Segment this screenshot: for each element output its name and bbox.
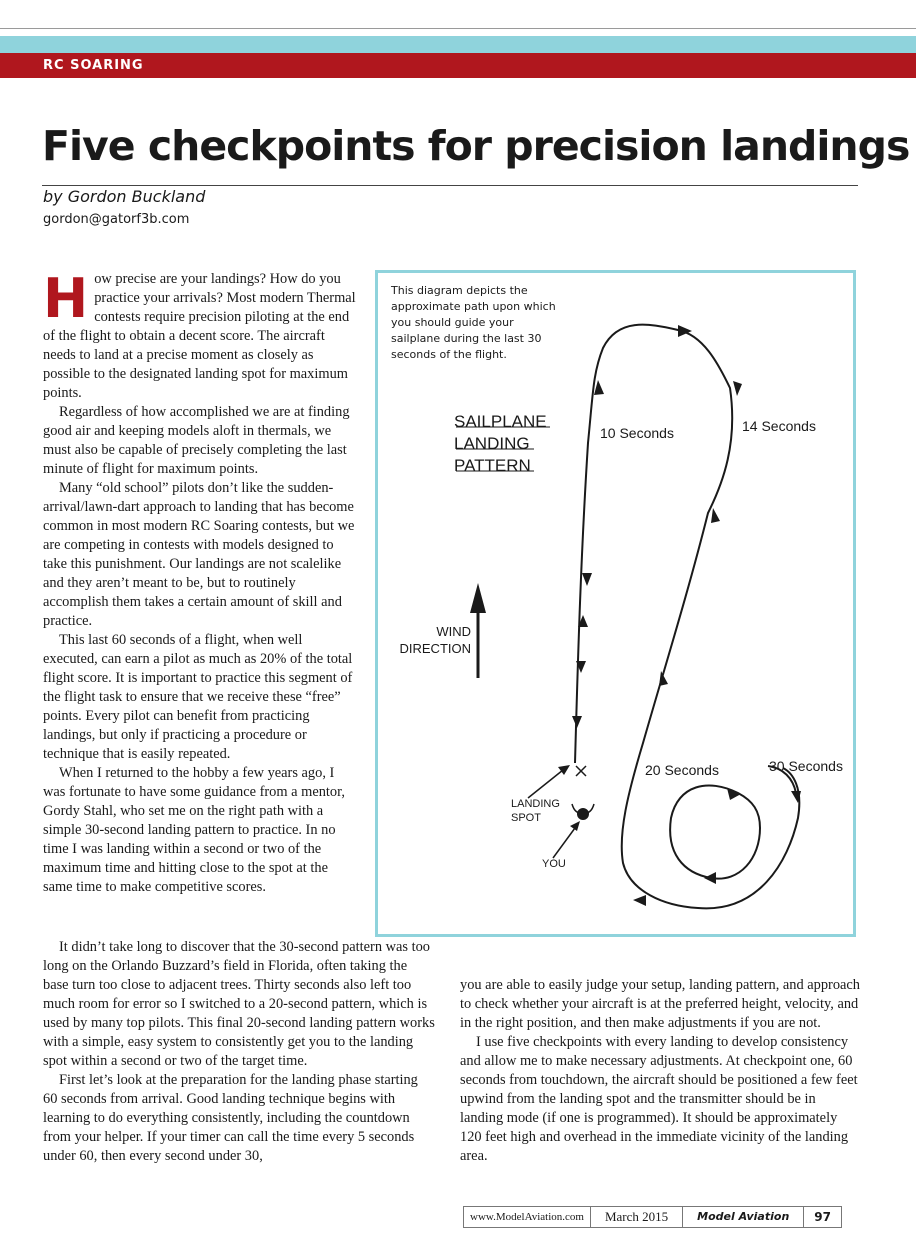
path-arrow [633, 895, 646, 906]
footer-date: March 2015 [591, 1207, 683, 1227]
inner-loop [670, 785, 760, 878]
paragraph-7: First let’s look at the preparation for the landing phase starting 60 seconds from arrival. Good landing technique begins with learning to do everything consistently, including the countdown from your helper. If your timer can call the time every 5 seconds under 60, then every second under 30, [43, 1072, 418, 1164]
pattern-drawing [378, 273, 853, 934]
paragraph-3: Many “old school” pilots don’t like the sudden-arrival/lawn-dart approach to landing that has become common in most modern RC Soaring contests, but we are competing in contests with models designed to take this punishment. Our landings are not scalelike and they aren’t meant to be, but to routinely accomplish them takes a certain amount of skill and practice. [43, 480, 355, 629]
you-pointer [553, 828, 575, 858]
wind-arrow-head [470, 583, 486, 613]
diagram-title [454, 411, 547, 477]
column-left [43, 267, 358, 897]
title-rule [42, 185, 858, 186]
column-wide [43, 938, 435, 1166]
diagram-title-line: LANDING [454, 434, 530, 453]
path-arrow [733, 381, 742, 396]
flight-path [575, 325, 799, 909]
footer-magazine: Model Aviation [683, 1207, 804, 1227]
label-14-seconds: 14 Seconds [742, 418, 816, 434]
page-number: 97 [814, 1210, 831, 1224]
path-arrow [594, 380, 604, 395]
drop-cap: H [43, 267, 89, 330]
you-pointer-head [570, 821, 580, 831]
path-arrow [582, 573, 592, 586]
label-20-seconds: 20 Seconds [645, 762, 719, 778]
you-label: YOU [542, 858, 566, 870]
paragraph-4: This last 60 seconds of a flight, when well executed, can earn a pilot as much as 20% of the total flight score. It is important to practice this segment of the flight task to ensure that we receive these “free” points. Every pilot can benefit from practicing landings, but only if practicing a procedure or technique that is easily repeated. [43, 632, 353, 762]
footer-url[interactable]: www.ModelAviation.com [464, 1207, 591, 1227]
landing-label-line: SPOT [511, 812, 541, 824]
paragraph-2: Regardless of how accomplished we are at finding good air and keeping models aloft in thermals, we must also be capable of precisely completing the last minute of flight for maximum points. [43, 404, 350, 477]
wind-label-line: WIND [436, 624, 471, 639]
diagram-caption: This diagram depicts the approximate path upon which you should guide your sailplane during the last 30 seconds of the flight. [391, 284, 556, 361]
author-email: gordon@gatorf3b.com [43, 212, 190, 227]
paragraph-6: It didn’t take long to discover that the 30-second pattern was too long on the Orlando Buzzard’s field in Florida, often taking the base turn too close to adjacent trees. Thirty seconds also left too much room for error so I switched to a 20-second pattern, which is used by many top pilots. This final 20-second landing pattern works with a simple, easy system to consistently get you to the landing spot within a second or two of the target time. [43, 939, 435, 1069]
header-accent-bar [0, 36, 916, 53]
path-arrow [711, 508, 720, 523]
page-footer [463, 1206, 842, 1228]
label-10-seconds: 10 Seconds [600, 425, 674, 441]
landing-spot-label [511, 797, 560, 825]
diagram-title-line: SAILPLANE [454, 412, 547, 431]
path-arrow [727, 788, 741, 800]
wind-direction-label [391, 623, 471, 657]
diagram-title-line: PATTERN [454, 456, 531, 475]
section-label: RC SOARING [43, 58, 144, 73]
paragraph-1: ow precise are your landings? How do you practice your arrivals? Most modern Thermal contests require precision piloting at the end of the flight to obtain a decent score. The aircraft needs to land at a precise moment as closely as possible to the designated landing spot for maximum points. [43, 271, 356, 401]
path-arrow [572, 716, 582, 728]
article-title: Five checkpoints for precision landings [42, 122, 910, 170]
wind-label-line: DIRECTION [399, 641, 471, 656]
top-rule [0, 28, 916, 29]
landing-pattern-diagram [375, 270, 856, 937]
label-30-seconds: 30 Seconds [769, 758, 843, 774]
path-arrow [704, 872, 716, 884]
landing-label-line: LANDING [511, 798, 560, 810]
paragraph-9: I use five checkpoints with every landing to develop consistency and allow me to make necessary adjustments. At checkpoint one, 60 seconds from touchdown, the aircraft should be positioned a few feet upwind from the landing spot and the transmitter should be in landing mode (if one is programmed). It should be approximately 120 feet high and overhead in the immediate vicinity of the landing area. [460, 1034, 858, 1164]
byline: by Gordon Buckland [43, 187, 206, 206]
paragraph-5: When I returned to the hobby a few years ago, I was fortunate to have some guidance from a mentor, Gordy Stahl, who set me on the right path with a simple 30-second landing pattern to practice. In no time I was landing within a second or two of the maximum time and hitting close to the spot at the same time to make competitive scores. [43, 765, 345, 895]
column-right [460, 976, 860, 1166]
paragraph-8: you are able to easily judge your setup, landing pattern, and approach to check whether your aircraft is at the preferred height, velocity, and in the right position, and then make adjustments if you are not. [460, 977, 861, 1031]
landing-pointer [528, 770, 563, 798]
